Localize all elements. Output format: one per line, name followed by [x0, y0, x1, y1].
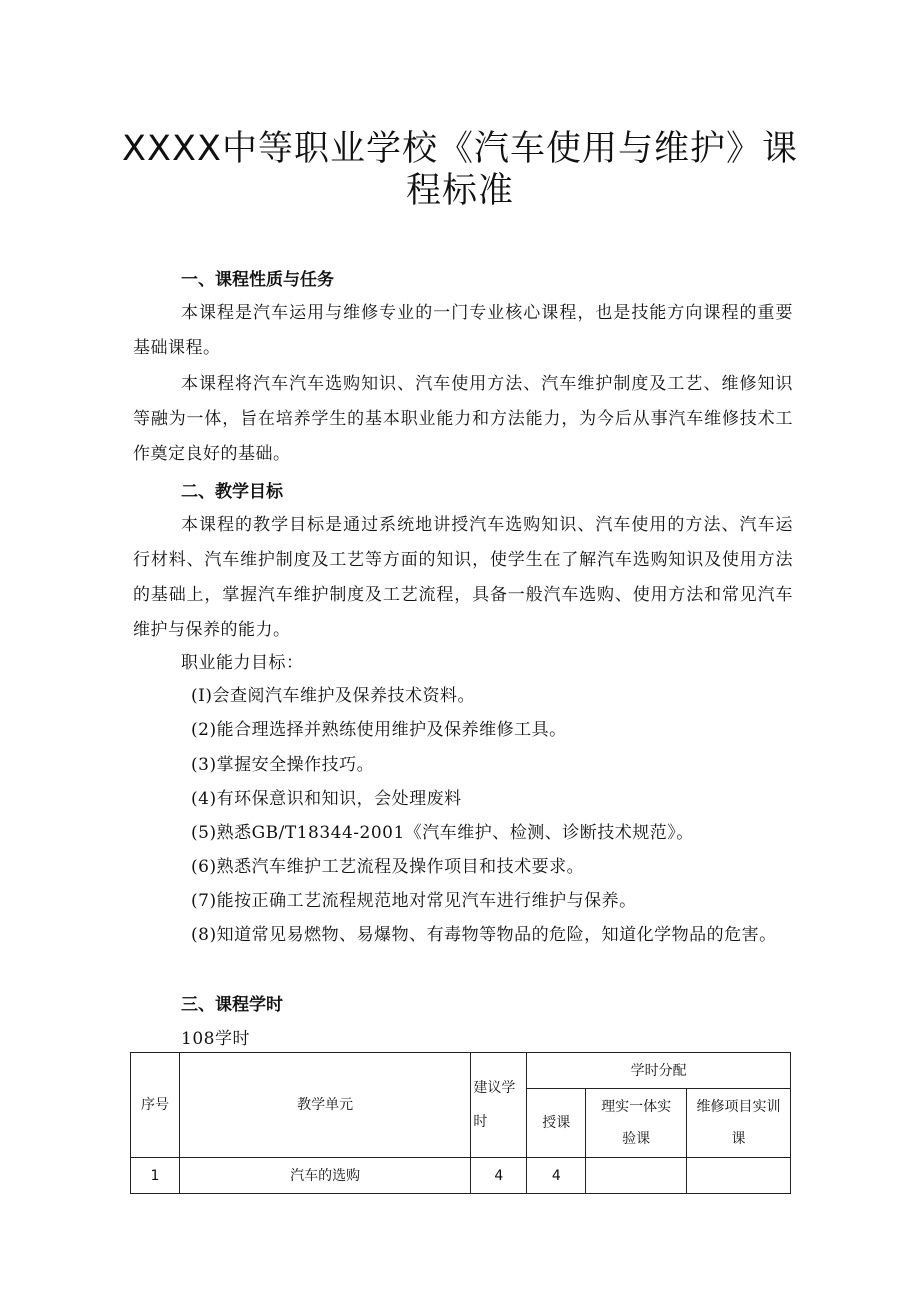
cell-suggested-hours: 4	[471, 1158, 527, 1194]
ability-item-1: (I)会查阅汽车维护及保养技术资料。	[191, 686, 475, 706]
cell-integrated-lab	[586, 1158, 687, 1194]
ability-item-7: (7)能按正确工艺流程规范地对常见汽车进行维护与保养。	[191, 891, 637, 911]
ability-item-3: (3)掌握安全操作技巧。	[191, 755, 375, 775]
paragraph-course-nature: 本课程是汽车运用与维修专业的一门专业核心课程，也是技能方向课程的重要基础课程。	[133, 303, 793, 358]
total-hours: 108学时	[181, 1029, 250, 1049]
ability-heading: 职业能力目标：	[181, 653, 304, 673]
paragraph-course-task: 本课程将汽车汽车选购知识、汽车使用方法、汽车维护制度及工艺、维修知识等融为一体，旨在培养学生的基本职业能力和方法能力，为今后从事汽车维修技术工作奠定良好的基础。	[133, 374, 793, 464]
paragraph-objectives: 本课程的教学目标是通过系统地讲授汽车选购知识、汽车使用的方法、汽车运行材料、汽车维护制度及工艺等方面的知识，使学生在了解汽车选购知识及使用方法的基础上，掌握汽车维护制度及工艺流程，具备一般汽车选购、使用方法和常见汽车维护与保养的能力。	[133, 515, 793, 640]
section-heading-objectives: 二、教学目标	[181, 482, 283, 502]
ability-item-8: (8)知道常见易燃物、易爆物、有毒物等物品的危险，知道化学物品的危害。	[191, 925, 777, 945]
hours-table	[130, 1052, 791, 1194]
header-repair-training: 维修项目实训课	[687, 1089, 791, 1158]
ability-item-6: (6)熟悉汽车维护工艺流程及操作项目和技术要求。	[191, 857, 585, 877]
ability-item-5: (5)熟悉GB/T18344-2001《汽车维护、检测、诊断技术规范》。	[191, 823, 694, 843]
header-hour-distribution: 学时分配	[527, 1053, 791, 1089]
cell-lecture: 4	[527, 1158, 586, 1194]
section-heading-nature: 一、课程性质与任务	[181, 270, 334, 290]
cell-unit: 汽车的选购	[179, 1158, 470, 1194]
ability-item-2: (2)能合理选择并熟练使用维护及保养维修工具。	[191, 720, 567, 740]
ability-item-4: (4)有环保意识和知识，会处理废料	[191, 789, 462, 809]
title-line-2: 程标准	[405, 171, 514, 211]
header-suggested-hours: 建议学时	[471, 1053, 527, 1158]
cell-repair-training	[687, 1158, 791, 1194]
document-title	[100, 128, 820, 212]
header-unit: 教学单元	[179, 1053, 470, 1158]
table-row	[131, 1158, 791, 1194]
cell-seq: 1	[131, 1158, 180, 1194]
section-heading-hours: 三、课程学时	[181, 995, 283, 1015]
header-lecture: 授课	[527, 1089, 586, 1158]
header-integrated-lab: 理实一体实验课	[586, 1089, 687, 1158]
title-line-1: XXXX中等职业学校《汽车使用与维护》课	[122, 129, 798, 169]
header-seq: 序号	[131, 1053, 180, 1158]
